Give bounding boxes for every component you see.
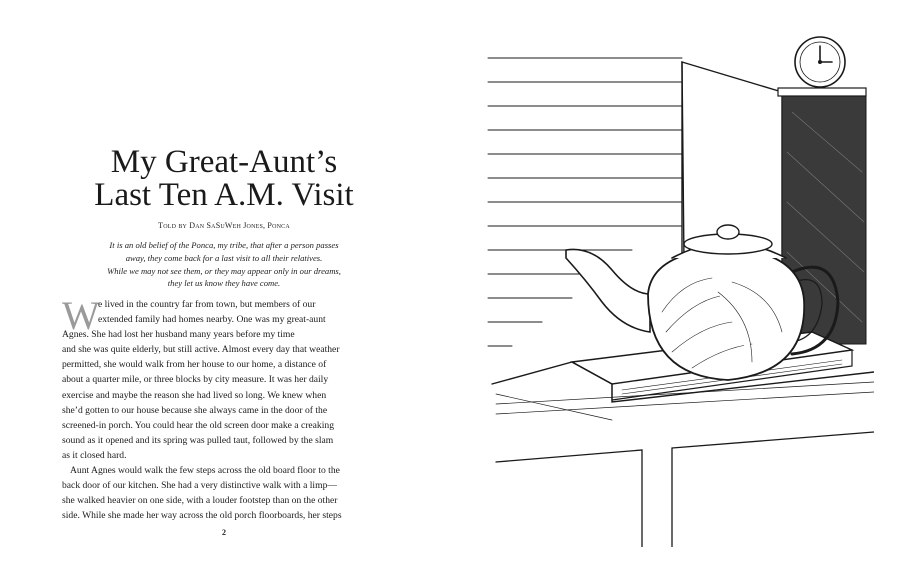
body-text bbox=[62, 293, 392, 523]
teapot-illustration bbox=[482, 32, 874, 547]
body-line: permitted, she would walk from her house to our home, a distance of bbox=[62, 359, 327, 371]
byline: Told by Dan SaSuWeh Jones, Ponca bbox=[158, 221, 290, 230]
body-line: sound as it opened and its spring was pulled taut, followed by the slam bbox=[62, 434, 334, 446]
title-line-2: Last Ten A.M. Visit bbox=[94, 177, 354, 213]
clock-icon bbox=[795, 37, 845, 87]
page-title bbox=[60, 146, 388, 212]
body-line: screened-in porch. You could hear the old screen door make a creaking bbox=[62, 419, 334, 431]
title-line-1: My Great-Aunt’s bbox=[110, 144, 338, 180]
page-number: 2 bbox=[222, 528, 226, 537]
body-line: and she was quite elderly, but still active. Almost every day that weather bbox=[62, 344, 340, 356]
body-line: back door of our kitchen. She had a very distinctive walk with a limp— bbox=[62, 480, 337, 492]
body-line: e lived in the country far from town, but members of our bbox=[98, 299, 316, 310]
epigraph-line: they let us know they have come. bbox=[167, 278, 281, 289]
body-line: about a quarter mile, or three blocks by city measure. It was her daily bbox=[62, 374, 329, 386]
body-line: Agnes. She had lost her husband many years before my time bbox=[62, 329, 295, 341]
epigraph-line: away, they come back for a last visit to all their relatives. bbox=[125, 252, 323, 263]
body-line: Aunt Agnes would walk the few steps across the old board floor to the bbox=[70, 465, 340, 477]
epigraph bbox=[60, 239, 388, 290]
body-line: exercise and maybe the reason she had lived so long. We knew when bbox=[62, 389, 327, 401]
epigraph-line: It is an old belief of the Ponca, my tribe, that after a person passes bbox=[109, 240, 339, 250]
drop-cap: W bbox=[62, 293, 100, 338]
lower-cabinet bbox=[496, 450, 642, 547]
body-line: as it closed hard. bbox=[62, 449, 127, 461]
body-line: side. While she made her way across the old porch floorboards, her steps bbox=[62, 510, 342, 522]
epigraph-line: While we may not see them, or they may appear only in our dreams, bbox=[107, 265, 341, 276]
body-line: she’d gotten to our house because she always came in the door of the bbox=[62, 404, 328, 416]
body-line: extended family had homes nearby. One was my great-aunt bbox=[98, 314, 326, 326]
body-line: she walked heavier on one side, with a louder footstep than on the other bbox=[62, 495, 338, 507]
